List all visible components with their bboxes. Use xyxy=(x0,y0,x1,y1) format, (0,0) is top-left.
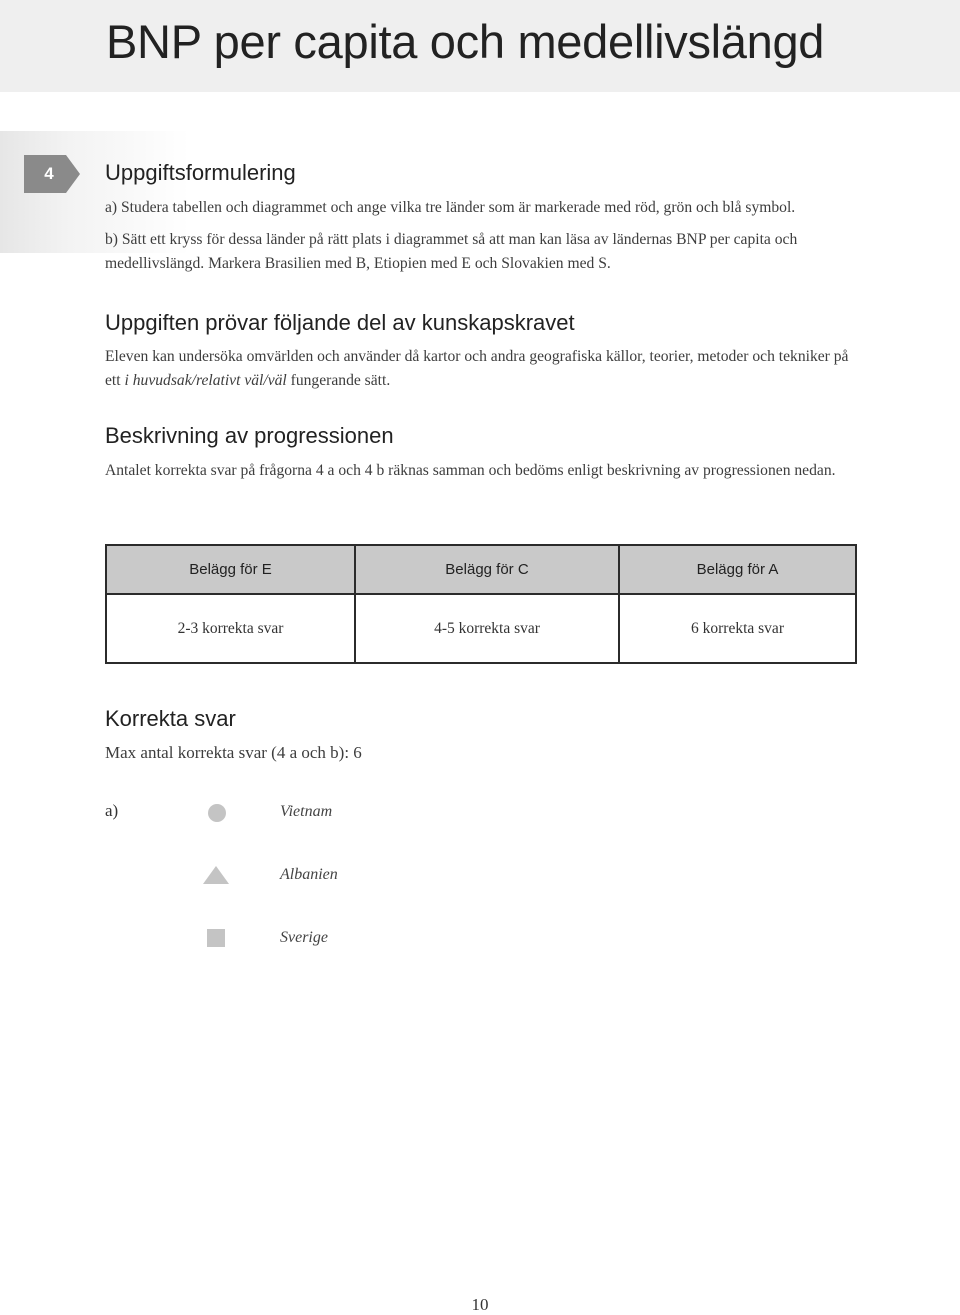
progression-text: Antalet korrekta svar på frågorna 4 a och 4 b räknas samman och bedöms enligt beskrivning av progressionen nedan. xyxy=(105,462,836,479)
answers-max-text: Max antal korrekta svar (4 a och b): 6 xyxy=(105,743,362,762)
page-title: BNP per capita och medellivslängd xyxy=(106,15,825,68)
table-header-e: Belägg för E xyxy=(107,546,356,595)
answer-part-a-label: a) xyxy=(105,801,119,820)
answers-heading: Korrekta svar xyxy=(105,706,236,731)
table-header-c: Belägg för C xyxy=(356,546,620,595)
table-header-a: Belägg för A xyxy=(620,546,855,595)
task-heading: Uppgiftsformulering xyxy=(105,160,296,185)
answer-country-2: Albanien xyxy=(280,866,338,883)
knowledge-text-levels: i huvudsak/relativt väl/väl xyxy=(124,372,287,389)
table-cell-e: 2-3 korrekta svar xyxy=(107,595,356,662)
knowledge-text-end: fungerande sätt. xyxy=(286,372,391,389)
square-icon xyxy=(207,929,225,947)
answer-country-1: Vietnam xyxy=(280,803,333,820)
progression-heading: Beskrivning av progressionen xyxy=(105,423,394,448)
answer-country-3: Sverige xyxy=(280,929,328,946)
knowledge-text xyxy=(105,345,865,393)
page-number: 10 xyxy=(471,1295,489,1314)
knowledge-heading: Uppgiften prövar följande del av kunskapskravet xyxy=(105,310,575,335)
task-line-b: b) Sätt ett kryss för dessa länder på rätt plats i diagrammet så att man kan läsa av ländernas BNP per capita och medellivslängd. Markera Brasilien med B, Etiopien med E och Slovakien med S. xyxy=(105,231,798,272)
table-cell-c: 4-5 korrekta svar xyxy=(356,595,620,662)
task-number-badge xyxy=(24,155,80,193)
table-cell-a: 6 korrekta svar xyxy=(691,619,784,637)
triangle-icon xyxy=(203,866,229,885)
knowledge-text-start: Eleven kan undersöka omvärlden och använder då kartor och andra geografiska källor, teorier, metoder och tekniker på ett xyxy=(105,348,849,389)
progression-table xyxy=(105,544,857,664)
task-line-a: a) Studera tabellen och diagrammet och ange vilka tre länder som är markerade med röd, grön och blå symbol. xyxy=(105,199,796,216)
task-number: 4 xyxy=(44,164,54,183)
circle-icon xyxy=(207,803,227,823)
